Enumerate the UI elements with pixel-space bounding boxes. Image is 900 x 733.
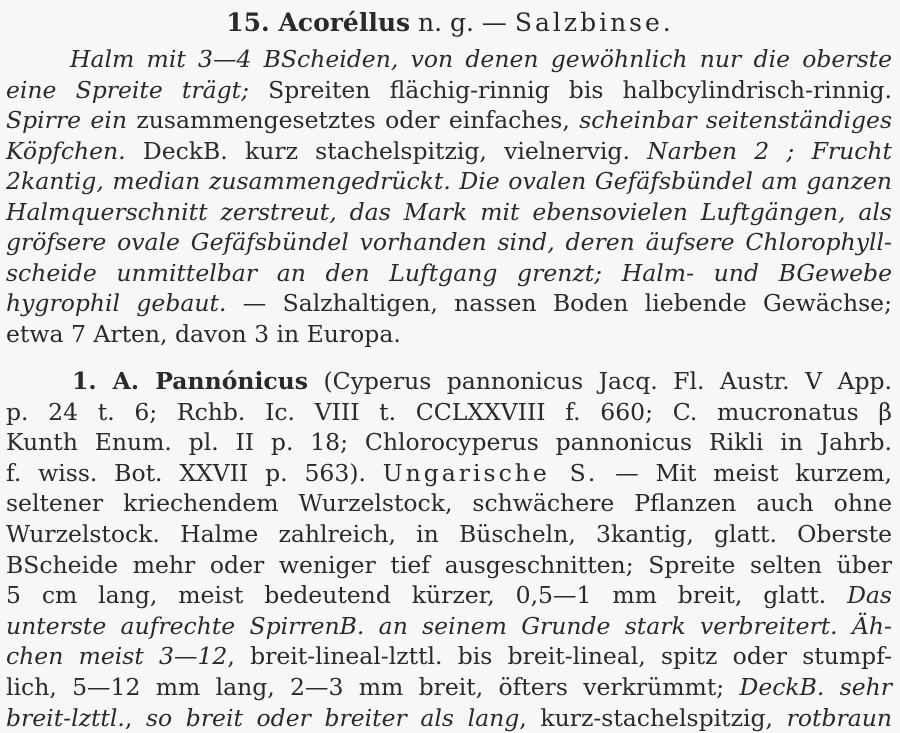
text-run: Wurzelstock. Halme zahlreich, in Büscheln, 3kantig, glatt. Oberste [6,520,892,548]
text-run: — Mit meist kurzem, [598,458,892,487]
text-run: DeckB. kurz stachelspitzig, vielnervig. [125,136,648,165]
text-run: breit-lzttl. [6,703,125,732]
text-run: scheinbar seitenständiges [579,106,893,134]
text-run: Kunth Enum. pl. II p. 18; Chlorocyperus pannonicus Rikli in Jahrb. [6,428,892,457]
text-line [6,197,892,227]
text-run: 1. A. Pannónicus [72,367,309,395]
text-run: 2kantig, median zusammengedrückt. Die ovalen Gefäfsbündel am ganzen [6,167,892,195]
text-run: (Cyperus pannonicus Jacq. Fl. Austr. V App. [308,367,893,395]
text-run: 5 cm lang, meist bedeutend kürzer, 0,5—1 mm breit, glatt. [6,581,848,610]
text-line [6,75,892,105]
text-line [6,136,892,166]
text-run: Das [847,581,892,610]
text-run: Ungarische S. [382,458,599,487]
text-line [6,672,892,702]
genus-heading [0,6,900,40]
text-run: etwa 7 Arten, davon 3 in Europa. [6,319,401,348]
text-line [6,227,892,257]
text-line [6,166,892,196]
text-run: Spreiten flächig-rinnig bis halbcylindrisch-rinnig. [249,75,892,104]
genus-note: n. g. — [410,8,515,37]
text-line [6,105,892,135]
text-run: DeckB. sehr [739,673,892,701]
text-line [6,580,892,610]
text-line [6,550,892,580]
text-run: scheide unmittelbar an den Luftgang grenzt; Halm- und BGewebe [6,258,892,287]
text-run: Halmquerschnitt zerstreut, das Mark mit ebensovielen Luftgängen, als [6,197,892,226]
text-run: zusammengesetztes oder einfaches, [126,106,580,134]
text-line [6,519,892,549]
text-run: , kurz-stachelspitzig, [519,703,787,732]
text-run: Köpfchen. [6,136,126,165]
text-run: — Salzhaltigen, nassen Boden liebende Gewächse; [226,289,892,317]
text-run: chen meist 3—12 [6,642,228,671]
text-run: unterste aufrechte SpirrenB. an seinem Grunde stark verbreitert. Äh- [6,611,892,640]
text-line [6,611,892,641]
text-line [6,458,892,488]
text-line [6,319,892,349]
text-run: hygrophil gebaut. [6,289,227,317]
text-line [6,288,892,318]
text-run: lich, 5—12 mm lang, 2—3 mm breit, öfters verkrümmt; [6,673,740,701]
text-run: f. wiss. Bot. XXVII p. 563). [6,458,383,487]
text-line [6,703,892,733]
text-run: so breit oder breiter als lang [145,703,520,732]
text-run: Spirre ein [6,106,127,134]
text-run: rotbraun [786,703,893,732]
text-line [70,44,892,74]
text-run: p. 24 t. 6; Rchb. Ic. VIII t. CCLXXVIII f. 660; C. mucronatus β [6,397,892,426]
text-run: gröfsere ovale Gefäfsbündel vorhanden sind, deren äufsere Chlorophyll- [6,228,892,256]
text-line [6,641,892,671]
genus-common-name: Salzbinse. [514,8,674,37]
text-run: eine Spreite trägt; [6,75,249,104]
text-run: BScheide mehr oder weniger tief ausgeschnitten; Spreite selten über [6,550,892,579]
text-line [6,488,892,518]
text-line [72,366,892,396]
text-run: Narben 2 ; Frucht [647,136,892,165]
text-run: , [124,703,146,732]
text-line [6,258,892,288]
text-run: Halm mit 3—4 BScheiden, von denen gewöhnlich nur die oberste [70,45,892,73]
text-line [6,397,892,427]
text-line [6,427,892,457]
text-run: seltener kriechendem Wurzelstock, schwächere Pflanzen auch ohne [6,489,892,518]
text-run: , breit-lineal-lzttl. bis breit-lineal, spitz oder stumpf- [227,642,893,671]
genus-title: 15. Acoréllus [226,8,411,37]
